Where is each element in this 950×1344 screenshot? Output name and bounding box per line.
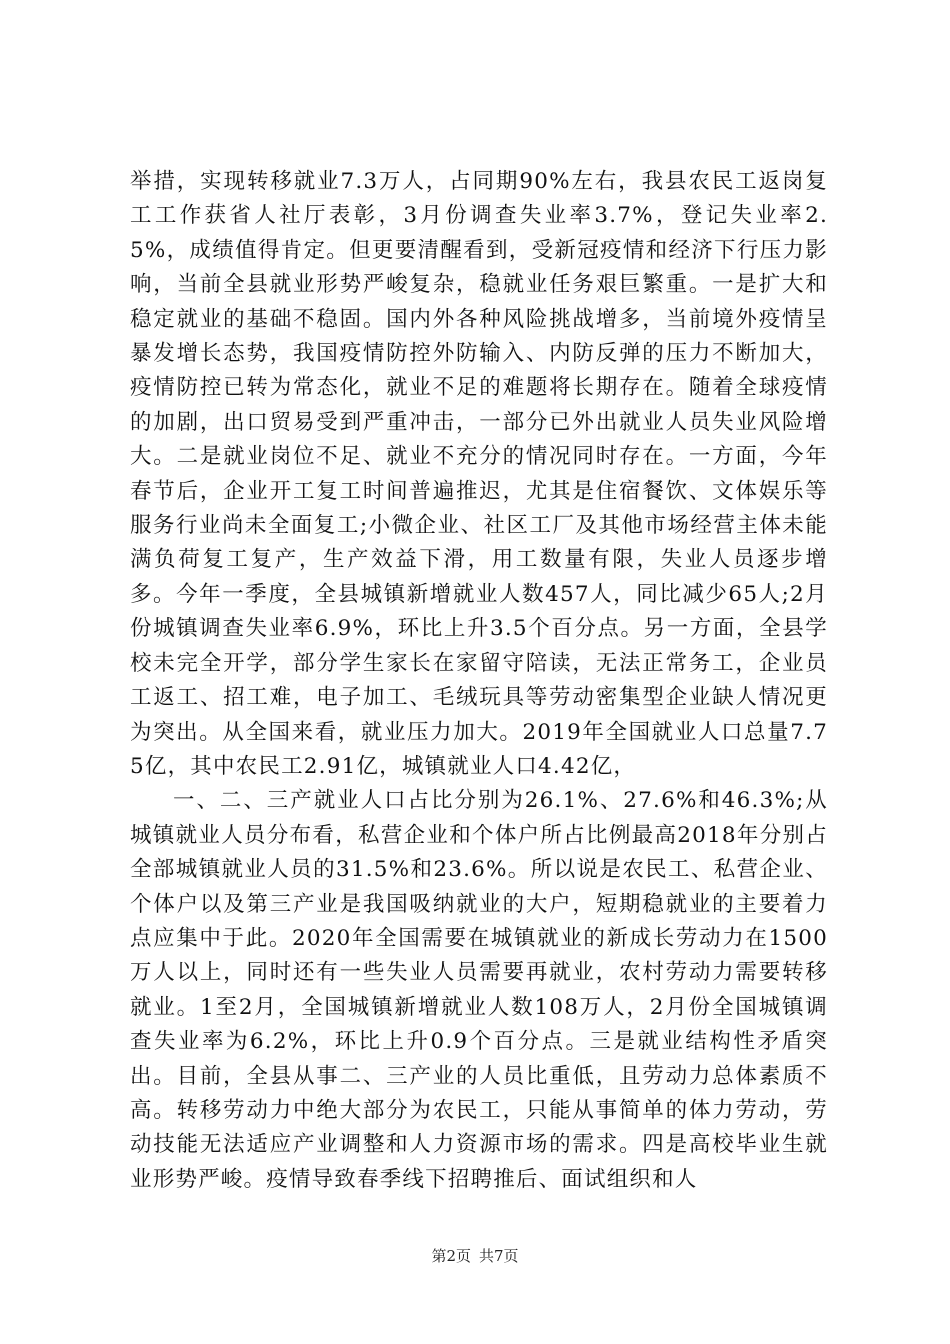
- document-body: [130, 165, 828, 1197]
- paragraph-1: 举措，实现转移就业7.3万人，占同期90%左右，我县农民工返岗复工工作获省人社厅表彰，3月份调查失业率3.7%，登记失业率2.5%，成绩值得肯定。但更要清醒看到，受新冠疫情和经济下行压力影响，当前全县就业形势严峻复杂，稳就业任务艰巨繁重。一是扩大和稳定就业的基础不稳固。国内外各种风险挑战增多，当前境外疫情呈暴发增长态势，我国疫情防控外防输入、内防反弹的压力不断加大，疫情防控已转为常态化，就业不足的难题将长期存在。随着全球疫情的加剧，出口贸易受到严重冲击，一部分已外出就业人员失业风险增大。二是就业岗位不足、就业不充分的情况同时存在。一方面，今年春节后，企业开工复工时间普遍推迟，尤其是住宿餐饮、文体娱乐等服务行业尚未全面复工;小微企业、社区工厂及其他市场经营主体未能满负荷复工复产，生产效益下滑，用工数量有限，失业人员逐步增多。今年一季度，全县城镇新增就业人数457人，同比减少65人;2月份城镇调查失业率6.9%，环比上升3.5个百分点。另一方面，全县学校未完全开学，部分学生家长在家留守陪读，无法正常务工，企业员工返工、招工难，电子加工、毛绒玩具等劳动密集型企业缺人情况更为突出。从全国来看，就业压力加大。2019年全国就业人口总量7.75亿，其中农民工2.91亿，城镇就业人口4.42亿，: [130, 169, 828, 779]
- page-footer: [0, 1245, 950, 1266]
- paragraph-2: 一、二、三产就业人口占比分别为26.1%、27.6%和46.3%;从城镇就业人员分布看，私营企业和个体户所占比例最高2018年分别占全部城镇就业人员的31.5%和23.6%。所以说是农民工、私营企业、个体户以及第三产业是我国吸纳就业的大户，短期稳就业的主要着力点应集中于此。2020年全国需要在城镇就业的新成长劳动力在1500万人以上，同时还有一些失业人员需要再就业，农村劳动力需要转移就业。1至2月，全国城镇新增就业人数108万人，2月份全国城镇调查失业率为6.2%，环比上升0.9个百分点。三是就业结构性矛盾突出。目前，全县从事二、三产业的人员比重低，且劳动力总体素质不高。转移劳动力中绝大部分为农民工，只能从事简单的体力劳动，劳动技能无法适应产业调整和人力资源市场的需求。四是高校毕业生就业形势严峻。疫情导致春季线下招聘推后、面试组织和人: [130, 788, 828, 1192]
- page-number: 第2页: [431, 1247, 471, 1265]
- page-total: 共7页: [479, 1247, 519, 1265]
